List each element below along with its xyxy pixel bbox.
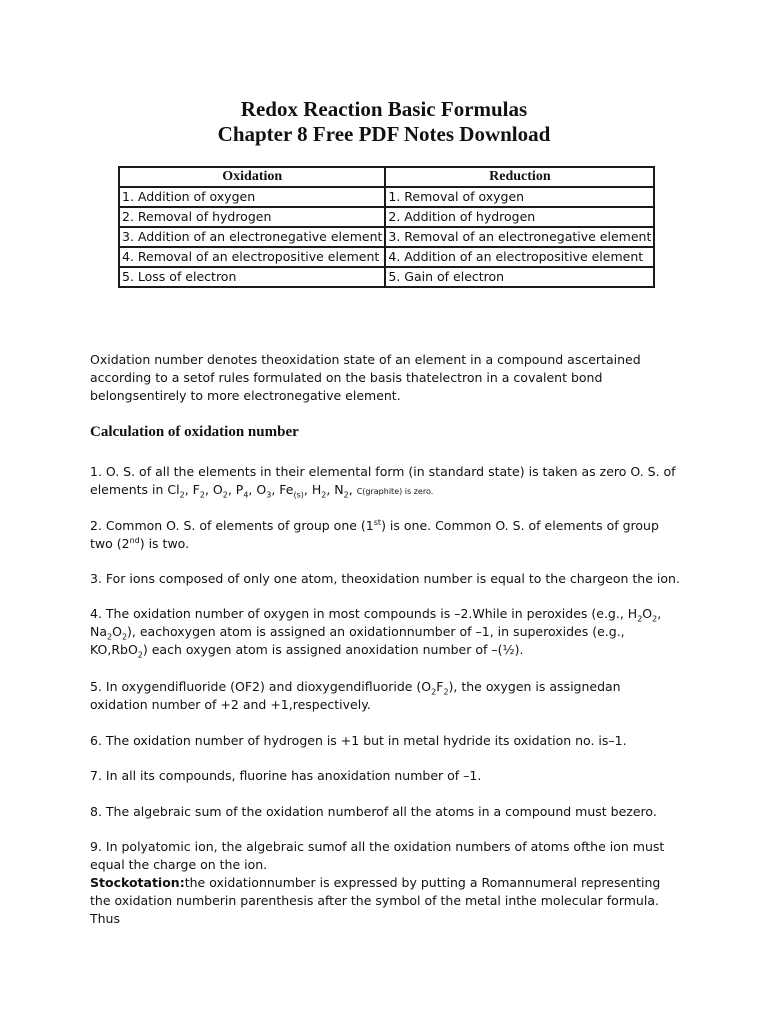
rule-7: 7. In all its compounds, fluorine has anoxidation number of –1. [90,768,482,783]
page-title: Redox Reaction Basic Formulas [240,97,528,121]
table-cell: 5. Loss of electron [119,267,385,287]
table-cell: 5. Gain of electron [385,267,654,287]
oxidation-reduction-table [118,166,655,288]
rule-5: 5. In oxygendifluoride (OF2) and dioxygendifluoride $(O_2F_2)$, the oxygen is assignedan oxidation number of +2 and +1,respectively. [90,679,621,712]
rule-1: 1. O. S. of all the elements in their elemental form (in standard state) is taken as zero O. S. of elements in $Cl_2$, $F_2$, $O_2$, $P_4$, $O_3$, $Fe_{(s)}$, $H_2$, $N_2$, C(graphite) is zero. [90,464,676,500]
table-cell: 3. Addition of an electronegative element [119,227,385,247]
rule-9: 9. In polyatomic ion, the algebraic sumof all the oxidation numbers of atoms ofthe ion must equal the charge on the ion. [90,839,665,872]
header-oxidation: Oxidation [119,167,385,187]
rule-2: 2. Common O. S. of elements of group one (1st) is one. Common O. S. of elements of group two (2nd) is two. [90,517,659,551]
table-row [119,187,654,207]
table-row [119,247,654,267]
page-subtitle: Chapter 8 Free PDF Notes Download [217,122,551,146]
table-cell: 4. Addition of an electropositive element [385,247,654,267]
stock-notation-label: Stockotation: [90,875,185,890]
table-row [119,267,654,287]
rule-4: 4. The oxidation number of oxygen in most compounds is –2.While in peroxides (e.g., $H_2O_2$, $Na_2O_2$), eachoxygen atom is assigned an oxidationnumber of –1, in superoxides (e.g., KO,RbO$_2$) each oxygen atom is assigned anoxidation number of –(½). [90,606,662,660]
table-cell: 2. Removal of hydrogen [119,207,385,227]
section-heading: Calculation of oxidation number [90,424,299,440]
table-cell: 2. Addition of hydrogen [385,207,654,227]
table-header-row [119,167,654,187]
table-cell: 4. Removal of an electropositive element [119,247,385,267]
stock-notation-text: the oxidationnumber is expressed by putting a Romannumeral representing the oxidation numberin parenthesis after the symbol of the metal inthe molecular formula. Thus [90,875,661,926]
header-reduction: Reduction [385,167,654,187]
rule-3: 3. For ions composed of only one atom, theoxidation number is equal to the chargeon the ion. [90,571,680,586]
table-row [119,227,654,247]
intro-paragraph: Oxidation number denotes theoxidation state of an element in a compound ascertained according to a setof rules formulated on the basis thatelectron in a covalent bond belongsentirely to more electronegative element. [90,352,641,403]
table-cell: 1. Removal of oxygen [385,187,654,207]
stock-notation-paragraph [90,874,680,928]
table-cell: 1. Addition of oxygen [119,187,385,207]
rule-8: 8. The algebraic sum of the oxidation numberof all the atoms in a compound must bezero. [90,804,657,819]
table-cell: 3. Removal of an electronegative element [385,227,654,247]
table-row [119,207,654,227]
rule-6: 6. The oxidation number of hydrogen is +1 but in metal hydride its oxidation no. is–1. [90,733,627,748]
